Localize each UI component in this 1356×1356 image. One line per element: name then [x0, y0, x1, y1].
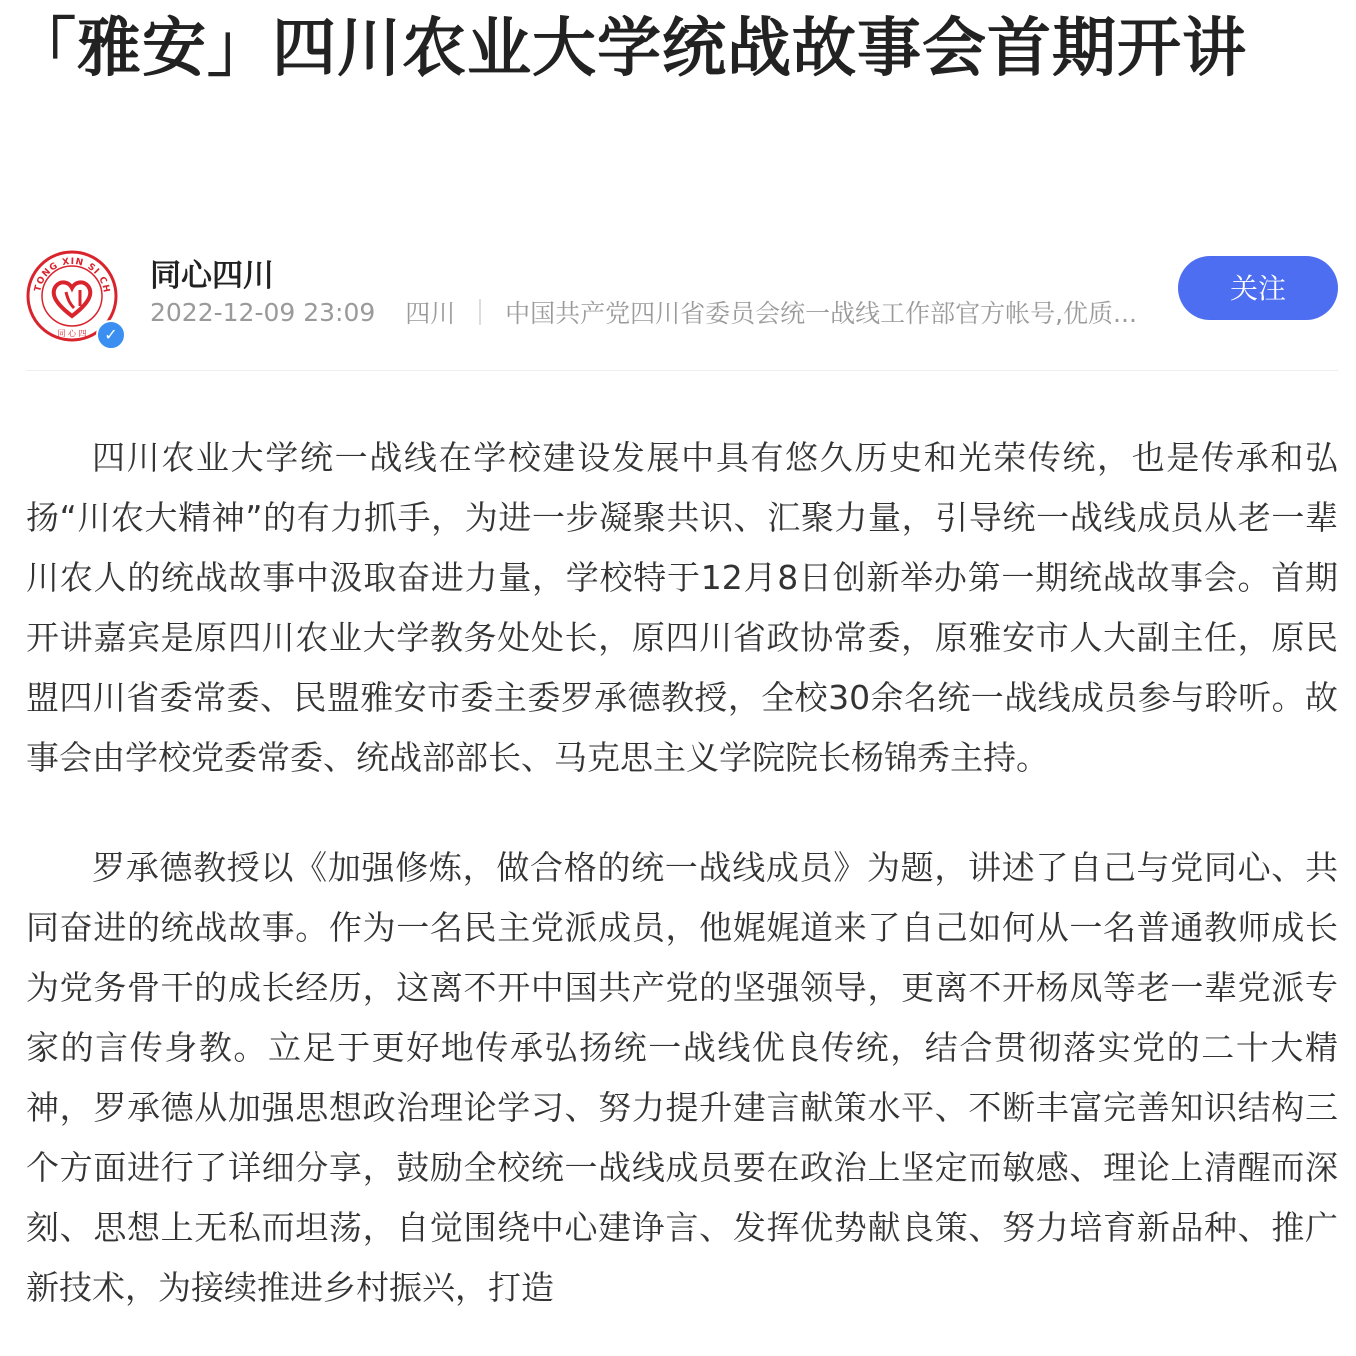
avatar[interactable] [26, 250, 118, 342]
follow-button[interactable]: 关注 [1178, 256, 1338, 320]
article-paragraph-2: 罗承德教授以《加强修炼，做合格的统一战线成员》为题，讲述了自己与党同心、共同奋进的统战故事。作为一名民主党派成员，他娓娓道来了自己如何从一名普通教师成长为党务骨干的成长经历，这离不开中国共产党的坚强领导，更离不开杨凤等老一辈党派专家的言传身教。立足于更好地传承弘扬统一战线优良传统，结合贯彻落实党的二十大精神，罗承德从加强思想政治理论学习、努力提升建言献策水平、不断丰富完善知识结构三个方面进行了详细分享，鼓励全校统一战线成员要在政治上坚定而敏感、理论上清醒而深刻、思想上无私而坦荡，自觉围绕中心建诤言、发挥优势献良策、努力培育新品种、推广新技术，为接续推进乡村振兴，打造 [26, 848, 1338, 1307]
logo-ring-text: TONG XIN SI CH [33, 256, 112, 295]
article-body [26, 428, 1338, 1356]
header-divider [26, 370, 1338, 371]
article-page [12, 0, 1338, 1307]
article-paragraph-1: 四川农业大学统一战线在学校建设发展中具有悠久历史和光荣传统，也是传承和弘扬“川农大精神”的有力抓手，为进一步凝聚共识、汇聚力量，引导统一战线成员从老一辈川农人的统战故事中汲取奋进力量，学校特于12月8日创新举办第一期统战故事会。首期开讲嘉宾是原四川农业大学教务处处长，原四川省政协常委，原雅安市人大副主任，原民盟四川省委常委、民盟雅安市委主委罗承德教授，全校30余名统一战线成员参与聆听。故事会由学校党委常委、统战部部长、马克思主义学院院长杨锦秀主持。 [26, 438, 1338, 777]
author-name[interactable]: 同心四川 [150, 258, 274, 294]
logo-bottom-text: 同 心 四 [57, 329, 87, 338]
author-row [26, 240, 1338, 344]
publish-location: 四川 [405, 299, 456, 328]
article-meta [150, 294, 1150, 330]
article-title: 「雅安」四川农业大学统战故事会首期开讲 [12, 12, 1247, 86]
meta-divider [479, 299, 481, 325]
author-description: 中国共产党四川省委员会统一战线工作部官方帐号,优质... [505, 299, 1137, 328]
verified-check-icon: ✓ [96, 320, 126, 350]
publish-datetime: 2022-12-09 23:09 [150, 297, 376, 327]
